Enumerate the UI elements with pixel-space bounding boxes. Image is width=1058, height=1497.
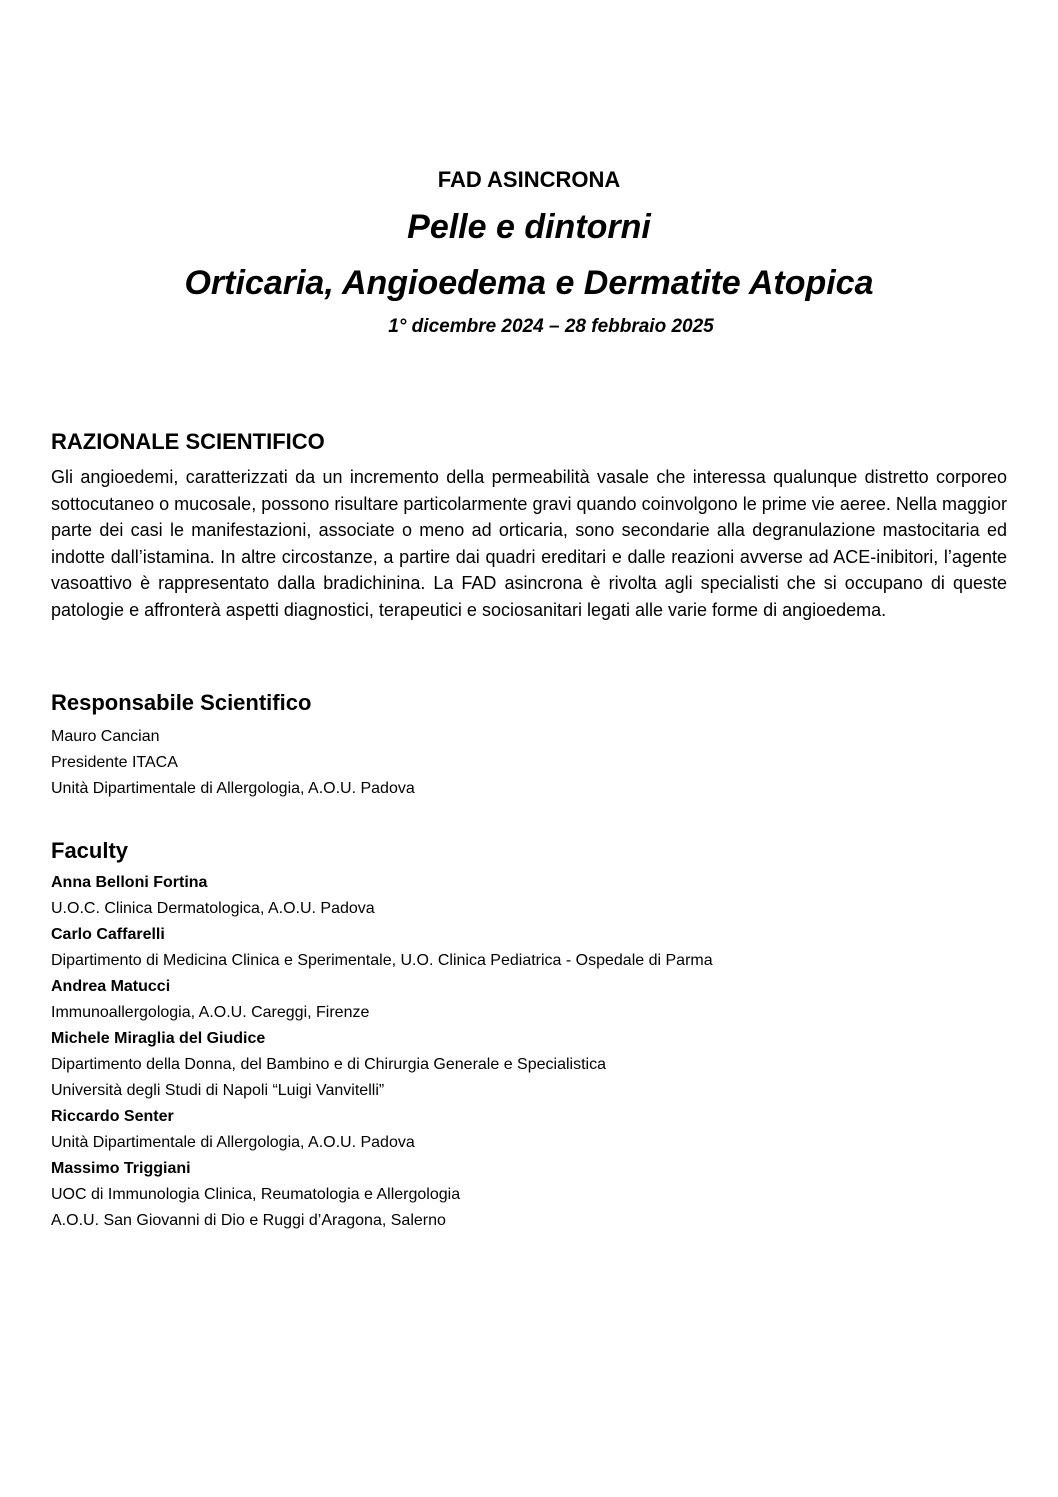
faculty-member-name: Anna Belloni Fortina (51, 874, 208, 891)
faculty-member-affiliation: A.O.U. San Giovanni di Dio e Ruggi d’Aragona, Salerno (51, 1212, 446, 1229)
faculty-member-name: Carlo Caffarelli (51, 926, 165, 943)
responsible-affiliation: Unità Dipartimentale di Allergologia, A.O.U. Padova (51, 780, 415, 797)
faculty-member-name: Andrea Matucci (51, 978, 171, 995)
faculty-member-affiliation: Dipartimento di Medicina Clinica e Sperimentale, U.O. Clinica Pediatrica - Ospedale di Parma (51, 952, 713, 969)
faculty-heading: Faculty (51, 838, 129, 863)
faculty-member-name: Riccardo Senter (51, 1108, 174, 1125)
faculty-list (51, 870, 1007, 1234)
responsible-block (51, 724, 1007, 802)
faculty-member-affiliation: Dipartimento della Donna, del Bambino e di Chirurgia Generale e Specialistica (51, 1056, 606, 1073)
faculty-member-name: Michele Miraglia del Giudice (51, 1030, 266, 1047)
faculty-member-affiliation: Università degli Studi di Napoli “Luigi Vanvitelli” (51, 1082, 385, 1099)
responsible-name: Mauro Cancian (51, 728, 160, 745)
faculty-member-affiliation: UOC di Immunologia Clinica, Reumatologia e Allergologia (51, 1186, 461, 1203)
rationale-heading: RAZIONALE SCIENTIFICO (51, 429, 325, 454)
responsible-role: Presidente ITACA (51, 754, 178, 771)
document-title: Pelle e dintorni (407, 208, 651, 246)
course-dates: 1° dicembre 2024 – 28 febbraio 2025 (388, 316, 714, 337)
responsible-heading: Responsabile Scientifico (51, 690, 312, 715)
document-kicker: FAD ASINCRONA (437, 167, 621, 192)
faculty-member-affiliation: Unità Dipartimentale di Allergologia, A.O.U. Padova (51, 1134, 415, 1151)
document-subtitle: Orticaria, Angioedema e Dermatite Atopica (184, 264, 874, 302)
faculty-member-affiliation: Immunoallergologia, A.O.U. Careggi, Firenze (51, 1004, 370, 1021)
faculty-member-affiliation: U.O.C. Clinica Dermatologica, A.O.U. Padova (51, 900, 375, 917)
rationale-text: Gli angioedemi, caratterizzati da un incremento della permeabilità vasale che interessa qualunque distretto corporeo sottocutaneo o mucosale, possono risultare particolarmente gravi quando coinvolgono le prime vie aeree. Nella maggior parte dei casi le manifestazioni, associate o meno ad orticaria, sono secondarie alla degranulazione mastocitaria ed indotte dall’istamina. In altre circostanze, a partire dai quadri ereditari e dalle reazioni avverse ad ACE-inibitori, l’agente vasoattivo è rappresentato dalla bradichinina. La FAD asincrona è rivolta agli specialisti che si occupano di queste patologie e affronterà aspetti diagnostici, terapeutici e sociosanitari legati alle varie forme di angioedema. (51, 467, 1007, 620)
faculty-member-name: Massimo Triggiani (51, 1160, 191, 1177)
